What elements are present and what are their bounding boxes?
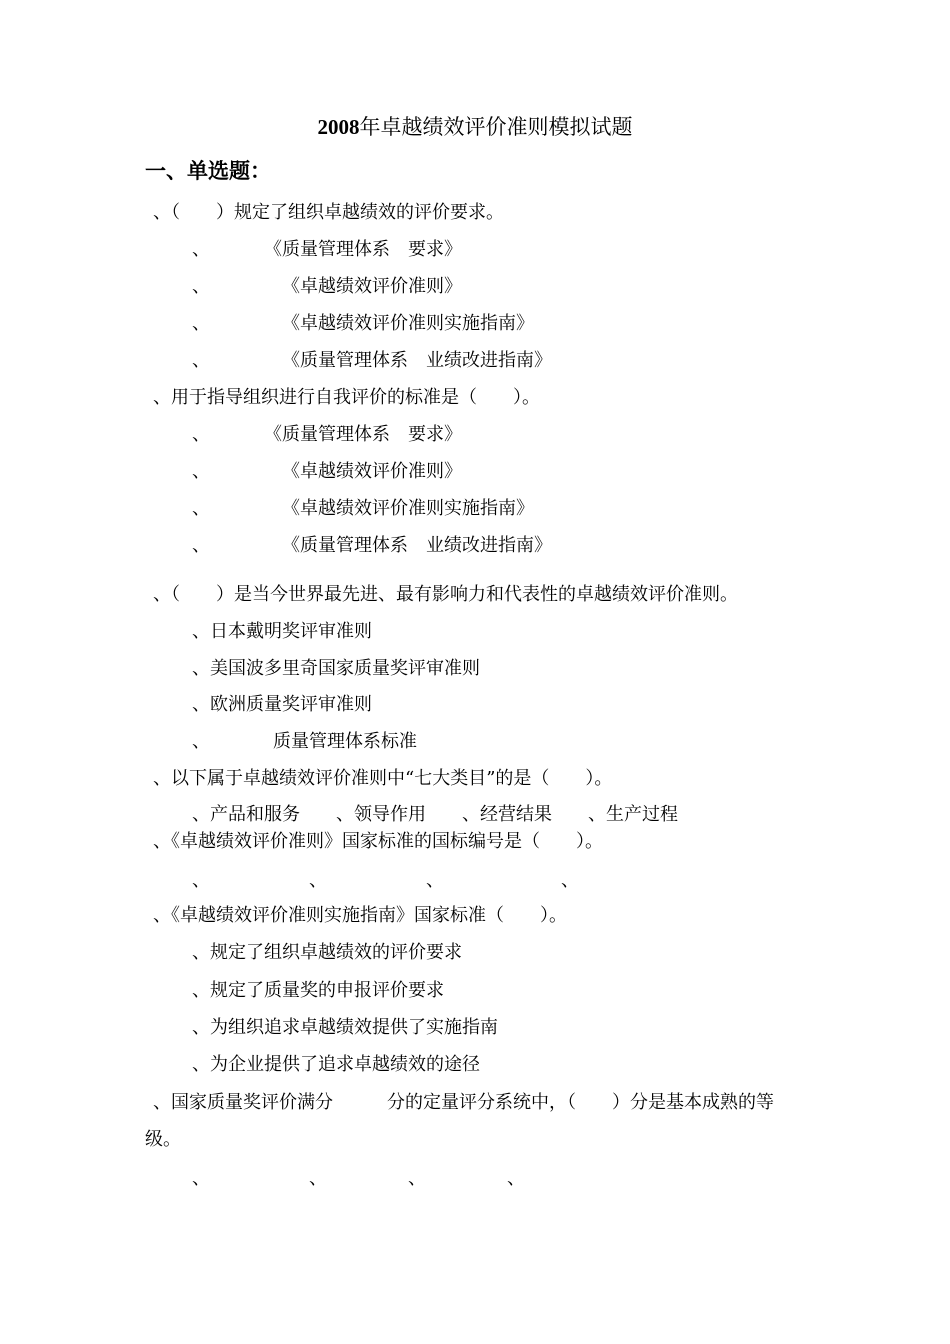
- question-5-options: 、 、 、 、: [192, 870, 579, 891]
- question-6: 、《卓越绩效评价准则实施指南》国家标准（ ）。: [153, 905, 567, 926]
- question-1-option-b: 、 《卓越绩效评价准则》: [192, 276, 462, 297]
- title-year: 2008: [317, 115, 360, 139]
- title-text: 年卓越绩效评价准则模拟试题: [359, 115, 633, 139]
- question-7-continued: 级。: [145, 1129, 181, 1150]
- question-6-option-c: 、为组织追求卓越绩效提供了实施指南: [192, 1017, 498, 1038]
- question-2-option-a: 、 《质量管理体系 要求》: [192, 424, 462, 445]
- question-1: 、（ ）规定了组织卓越绩效的评价要求。: [153, 202, 504, 223]
- question-3: 、（ ）是当今世界最先进、最有影响力和代表性的卓越绩效评价准则。: [153, 584, 738, 605]
- question-2: 、用于指导组织进行自我评价的标准是（ ）。: [153, 387, 540, 408]
- question-3-option-d: 、 质量管理体系标准: [192, 731, 417, 752]
- question-2-option-b: 、 《卓越绩效评价准则》: [192, 461, 462, 482]
- question-4: 、以下属于卓越绩效评价准则中“七大类目”的是（ ）。: [153, 768, 613, 789]
- document-title: [0, 114, 950, 140]
- question-2-option-d: 、 《质量管理体系 业绩改进指南》: [192, 535, 552, 556]
- question-6-option-a: 、规定了组织卓越绩效的评价要求: [192, 942, 462, 963]
- question-6-option-b: 、规定了质量奖的申报评价要求: [192, 980, 444, 1001]
- question-4-options: 、产品和服务 、领导作用 、经营结果 、生产过程: [192, 804, 678, 825]
- question-6-option-d: 、为企业提供了追求卓越绩效的途径: [192, 1054, 480, 1075]
- question-7: 、国家质量奖评价满分 分的定量评分系统中，（ ）分是基本成熟的等: [153, 1092, 774, 1113]
- question-1-option-c: 、 《卓越绩效评价准则实施指南》: [192, 313, 534, 334]
- question-3-option-a: 、日本戴明奖评审准则: [192, 621, 372, 642]
- question-3-option-b: 、美国波多里奇国家质量奖评审准则: [192, 658, 480, 679]
- question-2-option-c: 、 《卓越绩效评价准则实施指南》: [192, 498, 534, 519]
- question-1-option-d: 、 《质量管理体系 业绩改进指南》: [192, 350, 552, 371]
- section-heading: 一、单选题：: [145, 159, 271, 183]
- question-1-option-a: 、 《质量管理体系 要求》: [192, 239, 462, 260]
- question-7-options: 、 、 、 、: [192, 1168, 525, 1189]
- question-5: 、《卓越绩效评价准则》国家标准的国标编号是（ ）。: [153, 831, 603, 852]
- question-3-option-c: 、欧洲质量奖评审准则: [192, 694, 372, 715]
